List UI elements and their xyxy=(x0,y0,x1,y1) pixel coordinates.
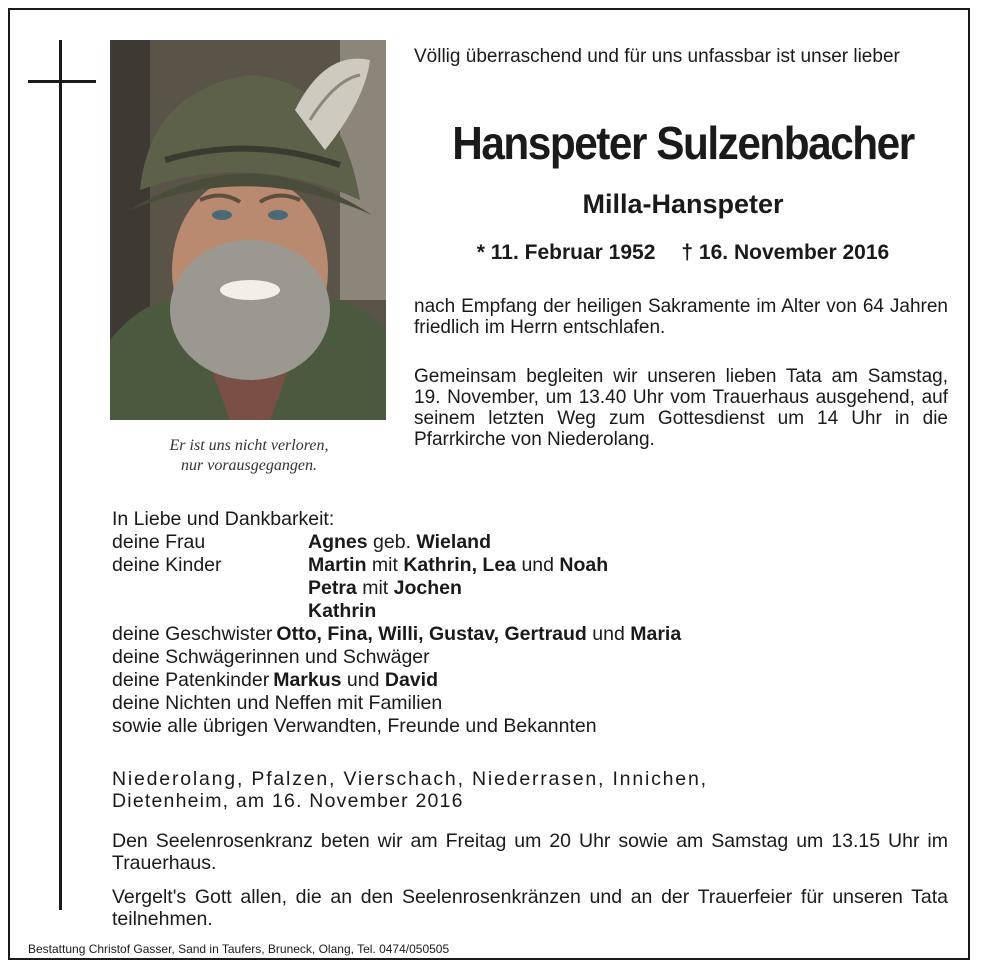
rosary-text: Den Seelenrosenkranz beten wir am Freitag um 20 Uhr sowie am Samstag um 13.15 Uhr im Trauerhaus. xyxy=(112,830,948,874)
intro-text: Völlig überraschend und für uns unfassbar ist unser lieber xyxy=(414,46,900,67)
death-date: † 16. November 2016 xyxy=(681,241,890,264)
relation-names: Petra mit Jochen xyxy=(308,577,462,599)
places-line: Niederolang, Pfalzen, Vierschach, Niederrasen, Innichen, xyxy=(112,768,708,790)
relation-names: Kathrin xyxy=(308,600,377,622)
relation-label: deine Frau xyxy=(112,531,206,553)
funeral-home-footer: Bestattung Christof Gasser, Sand in Taufers, Bruneck, Olang, Tel. 0474/050505 xyxy=(28,942,450,956)
relation-label: deine Kinder xyxy=(112,554,222,576)
relation-names: Agnes geb. Wieland xyxy=(308,531,491,553)
thanks-text: Vergelt's Gott allen, die an den Seelenrosenkränzen und an der Trauerfeier für unseren Tata teilnehmen. xyxy=(112,886,948,930)
deceased-name: Hanspeter Sulzenbacher xyxy=(452,117,914,169)
relation-names: Markus und David xyxy=(273,669,438,691)
cross-icon xyxy=(59,40,62,910)
portrait-photo xyxy=(110,40,386,420)
memorial-quote xyxy=(112,436,386,476)
life-dates xyxy=(410,238,956,268)
funeral-text: Gemeinsam begleiten wir unseren lieben Tata am Samstag, 19. November, um 13.40 Uhr vom Trauerhaus ausgehend, auf seinem letzten Weg zum Gottesdienst um 14 Uhr in die Pfarrkirche von Niederolang. xyxy=(414,366,948,450)
relation-names: Martin mit Kathrin, Lea und Noah xyxy=(308,554,609,576)
relation-label: deine Schwägerinnen und Schwäger xyxy=(112,646,430,668)
places-and-date xyxy=(112,768,948,812)
quote-line: Er ist uns nicht verloren, xyxy=(169,437,329,454)
relation-label: deine Nichten und Neffen mit Familien xyxy=(112,692,443,714)
mourners-heading: In Liebe und Dankbarkeit: xyxy=(112,508,335,530)
places-line: Dietenheim, am 16. November 2016 xyxy=(112,790,464,812)
mourners-list xyxy=(112,508,952,738)
quote-line: nur vorausgegangen. xyxy=(181,457,317,474)
relation-label: deine Patenkinder xyxy=(112,669,270,691)
relation-label: deine Geschwister xyxy=(112,623,273,645)
cross-icon-bar xyxy=(28,80,96,83)
deceased-nickname: Milla-Hanspeter xyxy=(582,189,784,219)
passing-text: nach Empfang der heiligen Sakramente im Alter von 64 Jahren friedlich im Herrn entschlafen. xyxy=(414,296,948,338)
relation-label: sowie alle übrigen Verwandten, Freunde und Bekannten xyxy=(112,715,597,737)
relation-names: Otto, Fina, Willi, Gustav, Gertraud und Maria xyxy=(276,623,682,645)
birth-date: * 11. Februar 1952 xyxy=(476,241,656,264)
